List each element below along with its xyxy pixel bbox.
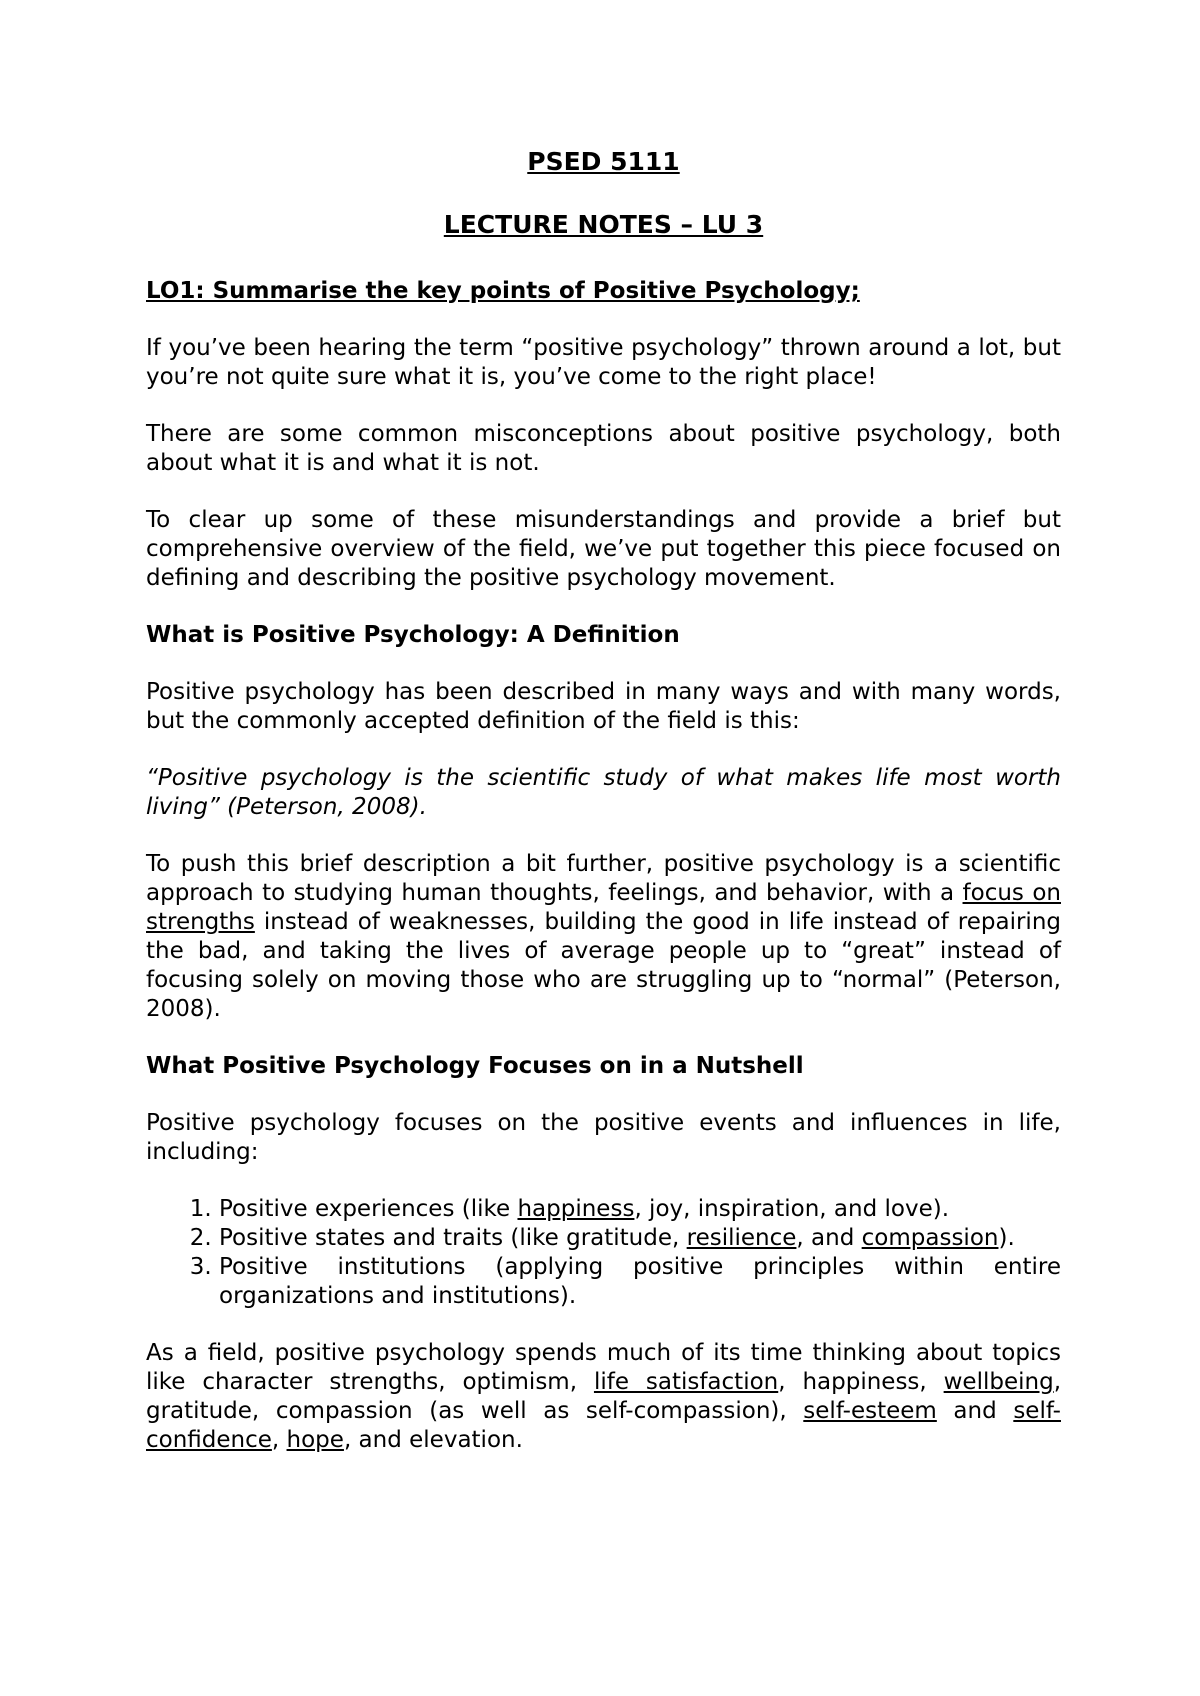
closing-text: and (936, 1398, 1014, 1424)
closing-paragraph (146, 1339, 1061, 1455)
definition-quote: “Positive psychology is the scientific study of what makes life most worth living” (Peterson, 2008). (146, 765, 1061, 820)
list-item (219, 1253, 1061, 1311)
closing-text: As a field, positive psychology spends much of its time thinking about topics like character strengths, optimism, (146, 1340, 1061, 1395)
closing-text: , and elevation. (343, 1427, 523, 1453)
hope-link[interactable]: hope (286, 1427, 344, 1453)
focus-list (146, 1195, 1061, 1311)
wellbeing-link[interactable]: wellbeing (943, 1369, 1054, 1395)
closing-text: , (271, 1427, 287, 1453)
course-code-title: PSED 5111 (527, 147, 680, 176)
happiness-link[interactable]: happiness (517, 1196, 635, 1222)
definition-heading: What is Positive Psychology: A Definition (146, 622, 680, 648)
document-page (146, 140, 1061, 1455)
further-description-paragraph (146, 850, 1061, 1024)
closing-text: , happiness, (778, 1369, 944, 1395)
compassion-link[interactable]: compassion (861, 1225, 999, 1251)
list-item (219, 1224, 1061, 1253)
list-item-text: Positive experiences (like (219, 1196, 518, 1222)
self-esteem-link[interactable]: self-esteem (803, 1398, 937, 1424)
life-satisfaction-link[interactable]: life satisfaction (593, 1369, 779, 1395)
list-item-text: , joy, inspiration, and love). (634, 1196, 950, 1222)
focus-intro-paragraph: Positive psychology focuses on the positive events and influences in life, including: (146, 1110, 1061, 1165)
definition-paragraph: Positive psychology has been described in many ways and with many words, but the commonly accepted definition of the field is this: (146, 679, 1061, 734)
focus-heading: What Positive Psychology Focuses on in a Nutshell (146, 1053, 804, 1079)
list-item-text: , and (796, 1225, 862, 1251)
list-item-text: ). (998, 1225, 1015, 1251)
closing-text: , gratitude, compassion (as well as self-compassion), (146, 1369, 1061, 1424)
focus-on-strengths-link[interactable]: focus on strengths (146, 880, 1061, 935)
intro-paragraph-3: To clear up some of these misunderstandings and provide a brief but comprehensive overview of the field, we’ve put together this piece focused on defining and describing the positive psychology movement. (146, 507, 1061, 591)
list-item-text: Positive institutions (applying positive principles within entire organizations and institutions). (219, 1254, 1061, 1309)
intro-paragraph-2: There are some common misconceptions about positive psychology, both about what it is and what it is not. (146, 421, 1061, 476)
further-text-2: instead of weaknesses, building the good in life instead of repairing the bad, and taking the lives of average people up to “great” instead of focusing solely on moving those who are struggling up to “normal” (Peterson, 2008). (146, 909, 1061, 1022)
list-item-text: Positive states and traits (like gratitude, (219, 1225, 687, 1251)
learning-outcome-heading: LO1: Summarise the key points of Positive Psychology; (146, 278, 860, 304)
list-item (219, 1195, 1061, 1224)
resilience-link[interactable]: resilience (686, 1225, 797, 1251)
self-confidence-link[interactable]: self-confidence (146, 1398, 1061, 1453)
lecture-notes-title: LECTURE NOTES – LU 3 (443, 210, 764, 239)
intro-paragraph-1: If you’ve been hearing the term “positive psychology” thrown around a lot, but you’re not quite sure what it is, you’ve come to the right place! (146, 335, 1061, 390)
further-text-1: To push this brief description a bit further, positive psychology is a scientific approach to studying human thoughts, feelings, and behavior, with a (146, 851, 1061, 906)
